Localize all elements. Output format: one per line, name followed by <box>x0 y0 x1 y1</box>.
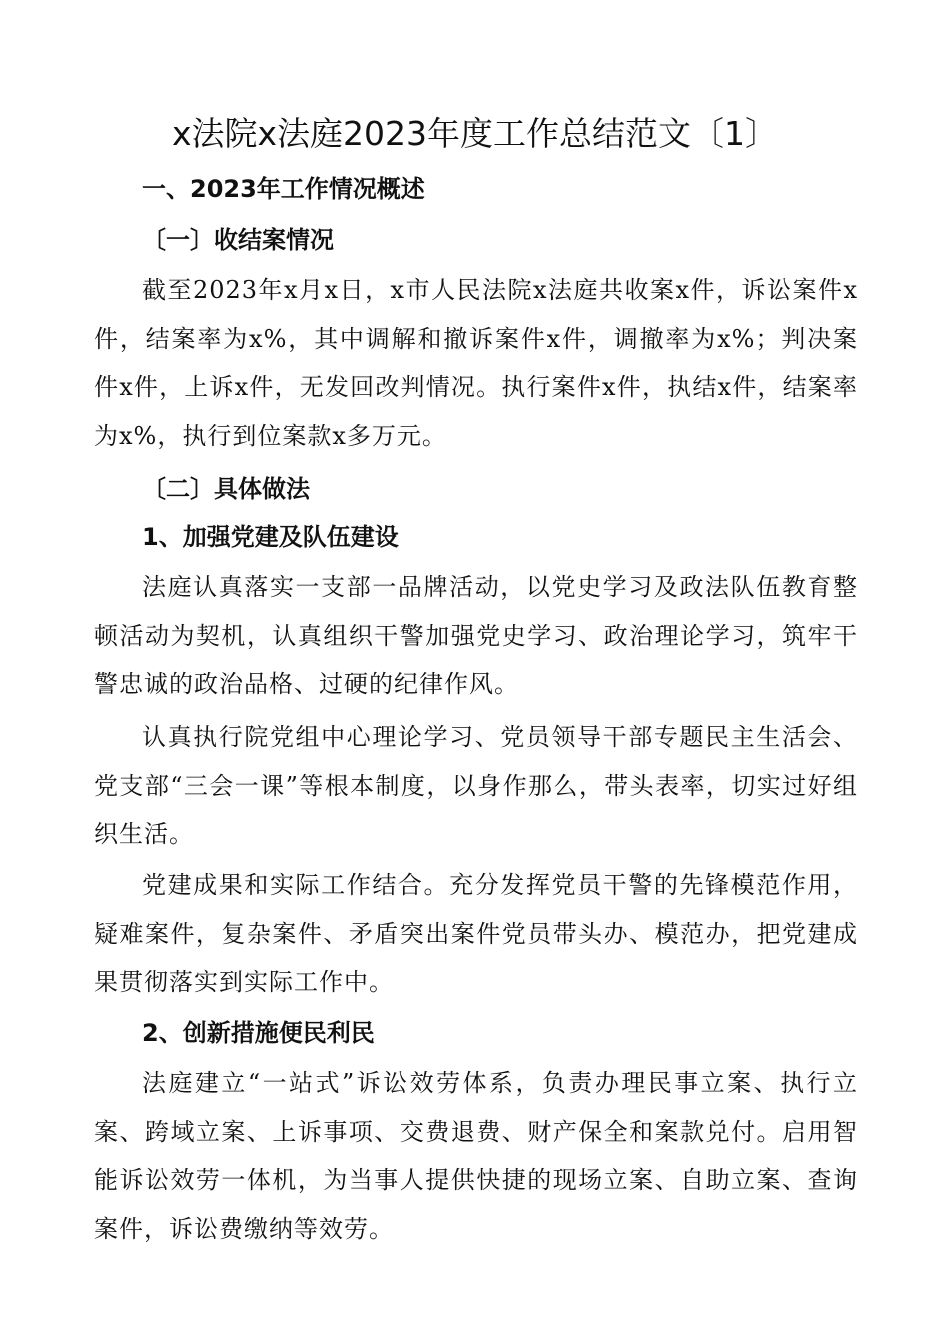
subsection-heading-case-intake: 〔一〕收结案情况 <box>142 226 334 254</box>
paragraph-one-stop-service: 法庭建立“一站式”诉讼效劳体系，负责办理民事立案、执行立案、跨域立案、上诉事项、交费退费、财产保全和案款兑付。启用智能诉讼效劳一体机，为当事人提供快捷的现场立案、自助立案、查询案件，诉讼费缴纳等效劳。 <box>94 1069 858 1243</box>
subsection-heading-specific-measures: 〔二〕具体做法 <box>142 475 310 503</box>
item-heading-party-building: 1、加强党建及队伍建设 <box>142 523 399 551</box>
paragraph-case-statistics: 截至2023年x月x日，x市人民法院x法庭共收案x件，诉讼案件x件，结案率为x%，其中调解和撤诉案件x件，调撤率为x%；判决案件x件，上诉x件，无发回改判情况。执行案件x件，执结x件，结案率为x%，执行到位案款x多万元。 <box>94 276 858 450</box>
section-heading-overview: 一、2023年工作情况概述 <box>142 175 425 203</box>
document-title: x法院x法庭2023年度工作总结范文〔1〕 <box>171 114 779 153</box>
paragraph-party-building-3: 党建成果和实际工作结合。充分发挥党员干警的先锋模范作用，疑难案件，复杂案件、矛盾突出案件党员带头办、模范办，把党建成果贯彻落实到实际工作中。 <box>94 871 858 996</box>
paragraph-party-building-2: 认真执行院党组中心理论学习、党员领导干部专题民主生活会、党支部“三会一课”等根本制度，以身作那么，带头表率，切实过好组织生活。 <box>94 723 858 848</box>
paragraph-party-building-1: 法庭认真落实一支部一品牌活动，以党史学习及政法队伍教育整顿活动为契机，认真组织干警加强党史学习、政治理论学习，筑牢干警忠诚的政治品格、过硬的纪律作风。 <box>94 573 858 698</box>
item-heading-convenience-measures: 2、创新措施便民利民 <box>142 1019 375 1047</box>
